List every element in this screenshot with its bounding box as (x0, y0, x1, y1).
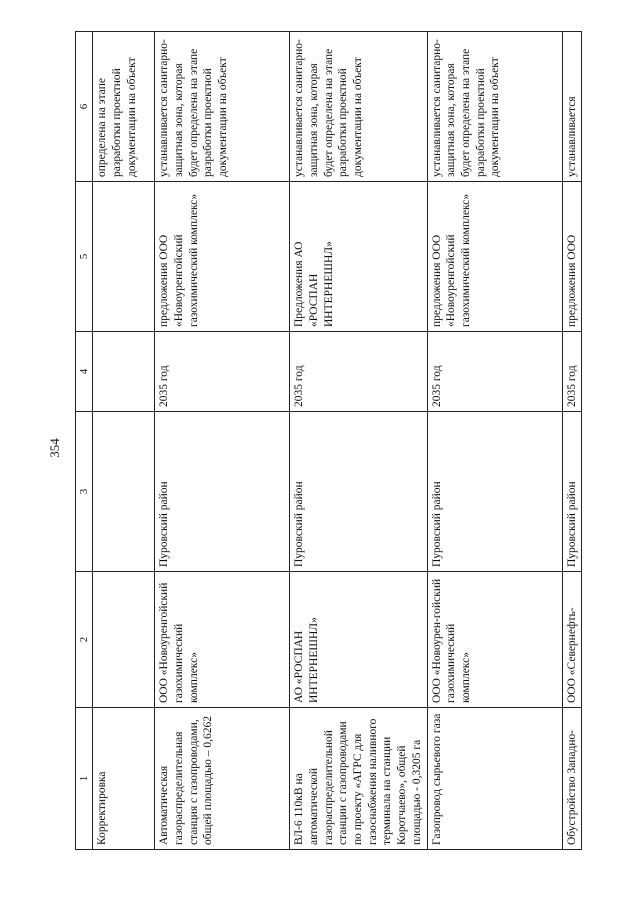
table-row (562, 32, 582, 850)
owner-cell: АО «РОСПАН ИНТЕРНЕШНЛ» (290, 572, 427, 708)
zone-note-cell: устанавливается санитарно-защитная зона, которая будет определена на этапе разработки проектной документации на объект (290, 32, 427, 182)
zone-note-cell: устанавливается санитарно-защитная зона, которая будет определена на этапе разработки проектной документации на объект (427, 32, 562, 182)
header-row (76, 32, 93, 850)
object-name-cell: Обустройство Западно- (562, 708, 582, 850)
table-row (290, 32, 427, 850)
column-header: 5 (76, 182, 93, 332)
column-header: 3 (76, 412, 93, 572)
year-cell (93, 332, 155, 412)
location-cell: Пуровский район (427, 412, 562, 572)
column-header: 6 (76, 32, 93, 182)
table-row (155, 32, 290, 850)
zone-note-cell: устанавливается (562, 32, 582, 182)
source-cell: предложения ООО (562, 182, 582, 332)
data-table (75, 31, 582, 850)
zone-note-cell: определена на этапе разработки проектной документации на объект (93, 32, 155, 182)
object-name-cell: Автоматическая газораспределительная станция с газопроводами, общей площадью – 0,6262 (155, 708, 290, 850)
year-cell: 2035 год (155, 332, 290, 412)
source-cell: Предложения АО «РОСПАН ИНТЕРНЕШНЛ» (290, 182, 427, 332)
object-name-cell: Газопровод сырьевого газа (427, 708, 562, 850)
zone-note-cell: устанавливается санитарно-защитная зона, которая будет определена на этапе разработки проектной документации на объект (155, 32, 290, 182)
year-cell: 2035 год (562, 332, 582, 412)
source-cell: предложения ООО «Новоуренгойский газохимический комплекс» (155, 182, 290, 332)
column-header: 4 (76, 332, 93, 412)
location-cell (93, 412, 155, 572)
year-cell: 2035 год (427, 332, 562, 412)
column-header: 1 (76, 708, 93, 850)
source-cell (93, 182, 155, 332)
location-cell: Пуровский район (290, 412, 427, 572)
rotated-table-area (75, 32, 578, 850)
source-cell: предложения ООО «Новоуренгойский газохимический комплекс» (427, 182, 562, 332)
object-name-cell: Корректировка (93, 708, 155, 850)
page-number: 354 (47, 438, 62, 458)
column-header: 2 (76, 572, 93, 708)
location-cell: Пуровский район (562, 412, 582, 572)
owner-cell: ООО «Новоурен-гойский газохимический комплекс» (427, 572, 562, 708)
owner-cell (93, 572, 155, 708)
table-sheet (75, 32, 578, 850)
year-cell: 2035 год (290, 332, 427, 412)
location-cell: Пуровский район (155, 412, 290, 572)
owner-cell: ООО «Севернефть- (562, 572, 582, 708)
table-row (427, 32, 562, 850)
object-name-cell: ВЛ-6 110кВ на автоматической газораспределительной станции с газопроводами по проекту «АГРС для газоснабжения наливного терминала на станции Коротчаево», общей площадью - 0,3205 га (290, 708, 427, 850)
owner-cell: ООО «Новоуренгойский газохимический комплекс» (155, 572, 290, 708)
table-row (93, 32, 155, 850)
